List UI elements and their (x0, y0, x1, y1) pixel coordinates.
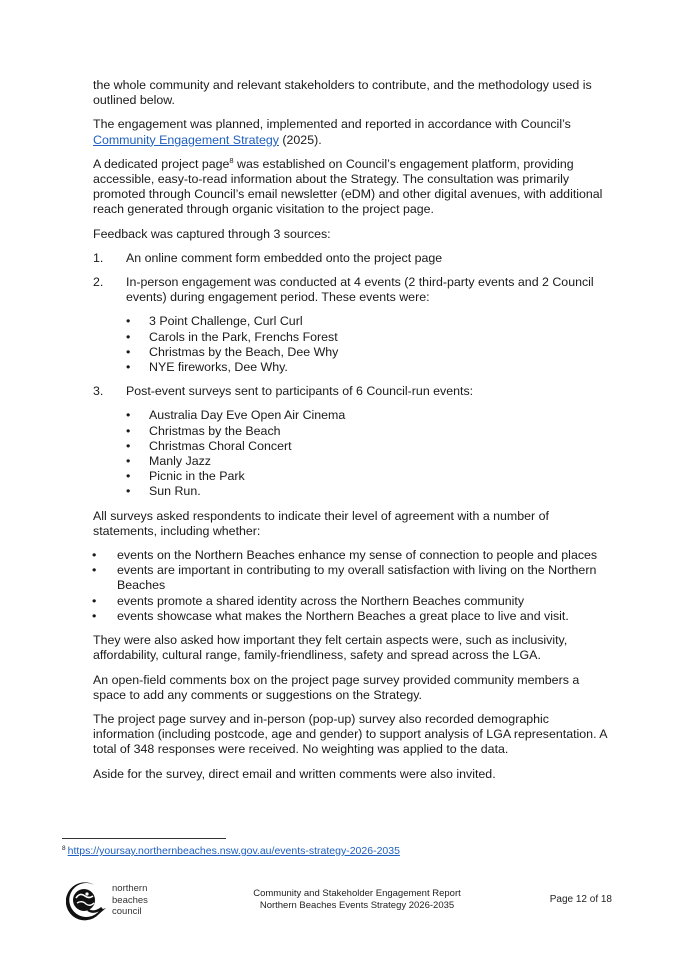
council-events-list (126, 408, 613, 499)
source-item (93, 275, 613, 375)
aside-paragraph: Aside for the survey, direct email and written comments were also invited. (93, 766, 496, 781)
footnote-url-link[interactable]: https://yoursay.northernbeaches.nsw.gov.au/events-strategy-2026-2035 (67, 845, 400, 857)
report-title: Community and Stakeholder Engagement Report (253, 888, 461, 899)
logo-line: beaches (112, 894, 148, 906)
footer-report-title (212, 888, 502, 912)
list-item: • Manly Jazz (126, 454, 613, 469)
project-text-start: A dedicated project page (93, 156, 230, 171)
list-item: • events on the Northern Beaches enhance my sense of connection to people and places (93, 548, 613, 563)
page-footer (62, 880, 617, 925)
inperson-events-list (126, 314, 613, 375)
accordance-year: (2025). (278, 132, 322, 147)
source-text: Post-event surveys sent to participants of 6 Council-run events: (126, 384, 474, 399)
source-item (93, 251, 613, 266)
source-text: An online comment form embedded onto the project page (126, 250, 443, 265)
accordance-text: The engagement was planned, implemented and reported in accordance with Council’s (93, 117, 571, 132)
logo-line: council (112, 906, 142, 917)
openfield-paragraph: An open-field comments box on the project page survey provided community members a space to add any comments or suggestions on the Strategy. (93, 672, 580, 702)
list-item: • events promote a shared identity across the Northern Beaches community (93, 594, 613, 609)
list-item: • Australia Day Eve Open Air Cinema (126, 408, 613, 423)
page-body (93, 78, 613, 791)
aspects-paragraph: They were also asked how important they felt certain aspects were, such as inclusivity, affordability, cultural range, family-friendliness, safety and spread across the LGA. (93, 633, 568, 663)
list-item: • 3 Point Challenge, Curl Curl (126, 314, 613, 329)
list-item: • Picnic in the Park (126, 469, 613, 484)
footnote-ref[interactable]: 8 (229, 155, 234, 165)
logo-line: northern (112, 883, 148, 894)
sources-list (93, 251, 613, 500)
source-item (93, 384, 613, 499)
community-engagement-strategy-link[interactable]: Community Engagement Strategy (93, 132, 279, 147)
source-text: In-person engagement was conducted at 4 events (2 third-party events and 2 Council events) during engagement period. These events were: (126, 275, 594, 305)
project-text-rest: was established on Council’s engagement platform, providing accessible, easy-to-read information about the Strategy. The consultation was primarily promoted through Council’s email newsletter (eDM) and other digital avenues, with additional reach generated through organic visitation to the project page. (93, 156, 603, 217)
list-item: • Christmas Choral Concert (126, 439, 613, 454)
report-subtitle: Northern Beaches Events Strategy 2026-2035 (259, 900, 455, 911)
footnote-divider (62, 838, 226, 839)
intro-paragraph: the whole community and relevant stakeholders to contribute, and the methodology used is outlined below. (93, 78, 592, 108)
surveys-paragraph: All surveys asked respondents to indicate their level of agreement with a number of statements, including whether: (93, 508, 549, 538)
page-number: Page 12 of 18 (549, 894, 612, 905)
list-item: • Christmas by the Beach, Dee Why (126, 345, 613, 360)
list-item: • Sun Run. (126, 484, 613, 499)
demographic-paragraph: The project page survey and in-person (pop-up) survey also recorded demographic information (including postcode, age and gender) to support analysis of LGA representation. A total of 348 responses were received. No weighting was applied to the data. (93, 711, 607, 757)
council-logo-text (112, 883, 148, 918)
statements-list (93, 548, 613, 624)
list-item: • events showcase what makes the Northern Beaches a great place to live and visit. (93, 609, 613, 624)
list-item: • Christmas by the Beach (126, 424, 613, 439)
list-item: • Carols in the Park, Frenchs Forest (126, 330, 613, 345)
list-number: 3. (93, 384, 104, 399)
footnote (62, 845, 400, 857)
list-item: • NYE fireworks, Dee Why. (126, 360, 613, 375)
list-number: 2. (93, 275, 104, 290)
list-number: 1. (93, 250, 104, 265)
footnote-number: 8 (62, 845, 66, 852)
council-logo-icon (66, 880, 108, 922)
accordance-paragraph (93, 117, 613, 147)
project-page-paragraph (93, 157, 613, 218)
feedback-paragraph: Feedback was captured through 3 sources: (93, 226, 331, 241)
list-item: • events are important in contributing to my overall satisfaction with living on the Northern Beaches (93, 563, 613, 593)
